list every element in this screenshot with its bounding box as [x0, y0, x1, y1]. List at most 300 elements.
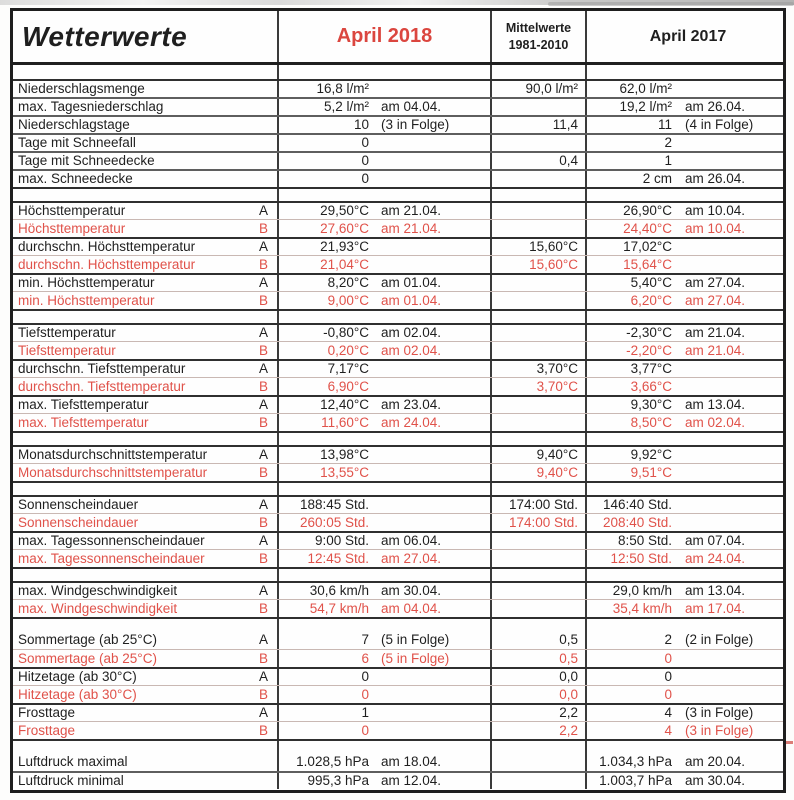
- ab-indicator: B: [258, 514, 268, 530]
- value-april-2018: -0,80°C: [323, 325, 369, 340]
- april-2017-cell: [585, 514, 783, 531]
- date-april-2017: am 26.04.: [685, 171, 746, 186]
- gap-april-2017-cell: [585, 569, 783, 581]
- ab-indicator: B: [258, 414, 268, 430]
- april-2018-cell: [277, 81, 490, 97]
- ab-indicator: B: [258, 464, 268, 480]
- table-row: [13, 201, 783, 219]
- gap-label-cell: [13, 189, 277, 201]
- row-label-cell: [13, 669, 277, 685]
- ab-indicator: B: [258, 650, 268, 666]
- section-gap-row: [13, 481, 783, 495]
- value-april-2018: 0: [361, 153, 369, 168]
- value-april-2017: 146:40 Std.: [602, 497, 672, 512]
- row-label: max. Schneedecke: [18, 171, 133, 186]
- value-mittelwerte: [490, 292, 585, 309]
- value-april-2017: -2,30°C: [626, 325, 672, 340]
- value-april-2017: 3,66°C: [630, 378, 672, 394]
- column-header-april-2017: [585, 11, 786, 62]
- table-row: [13, 133, 783, 151]
- row-label: Sonnenscheindauer: [18, 497, 139, 512]
- row-label: Sonnenscheindauer: [18, 514, 139, 530]
- row-label-cell: [13, 773, 277, 789]
- gap-mittelwerte-cell: [490, 741, 585, 753]
- value-mittelwerte: 174:00 Std.: [490, 497, 585, 513]
- date-april-2018: am 18.04.: [381, 754, 442, 769]
- value-april-2018: 12,40°C: [320, 397, 369, 412]
- value-april-2017: 208:40 Std.: [602, 514, 672, 530]
- ab-indicator: B: [258, 256, 268, 272]
- date-april-2017: am 30.04.: [685, 773, 746, 788]
- ab-indicator: A: [258, 325, 268, 340]
- april-2017-cell: [585, 464, 783, 481]
- value-april-2018: 0: [361, 686, 369, 702]
- table-row: [13, 463, 783, 481]
- ab-indicator: A: [258, 705, 268, 720]
- row-label-cell: [13, 275, 277, 291]
- value-april-2017: 4: [664, 705, 672, 720]
- table-row: [13, 599, 783, 617]
- april-2018-cell: [277, 117, 490, 133]
- april-2017-cell: [585, 220, 783, 237]
- april-2017-cell: [585, 722, 783, 739]
- april-2017-cell: [585, 203, 783, 219]
- ab-indicator: B: [258, 600, 268, 616]
- value-mittelwerte: 0,0: [490, 686, 585, 703]
- table-row: [13, 291, 783, 309]
- value-april-2017: 8,50°C: [630, 414, 672, 430]
- gap-mittelwerte-cell: [490, 569, 585, 581]
- row-label-cell: [13, 514, 277, 531]
- section-gap-row: [13, 431, 783, 445]
- value-april-2018: 1.028,5 hPa: [296, 754, 369, 769]
- table-row: [13, 377, 783, 395]
- table-row: [13, 151, 783, 169]
- value-april-2018: 0: [361, 669, 369, 684]
- gap-april-2018-cell: [277, 741, 490, 753]
- row-label-cell: [13, 99, 277, 115]
- gap-april-2018-cell: [277, 65, 490, 79]
- value-april-2017: 5,40°C: [630, 275, 672, 290]
- column-header-mittelwerte-line1: Mittelwerte: [505, 21, 572, 36]
- gap-label-cell: [13, 311, 277, 323]
- date-april-2017: am 26.04.: [685, 99, 746, 114]
- date-april-2018: am 12.04.: [381, 773, 442, 788]
- value-mittelwerte: [490, 135, 585, 151]
- gap-april-2018-cell: [277, 189, 490, 201]
- weather-table: [10, 8, 786, 793]
- april-2018-cell: [277, 361, 490, 377]
- april-2018-cell: [277, 669, 490, 685]
- row-label: Luftdruck minimal: [18, 773, 124, 788]
- value-april-2018: 16,8 l/m²: [316, 81, 369, 96]
- value-mittelwerte: [490, 325, 585, 341]
- row-label: min. Höchsttemperatur: [18, 275, 155, 290]
- ab-indicator: A: [258, 239, 268, 254]
- ab-indicator: A: [258, 397, 268, 412]
- row-label: Frosttage: [18, 722, 76, 738]
- date-april-2017: am 20.04.: [685, 754, 746, 769]
- april-2017-cell: [585, 99, 783, 115]
- april-2017-cell: [585, 533, 783, 549]
- row-label: Monatsdurchschnittstemperatur: [18, 464, 208, 480]
- value-april-2017: -2,20°C: [626, 342, 672, 358]
- gap-label-cell: [13, 619, 277, 631]
- row-label-cell: [13, 220, 277, 237]
- april-2018-cell: [277, 550, 490, 567]
- value-april-2018: 260:05 Std.: [299, 514, 369, 530]
- column-header-april-2017-text: April 2017: [649, 27, 727, 45]
- row-label: durchschn. Höchsttemperatur: [18, 256, 196, 272]
- row-label-cell: [13, 117, 277, 133]
- ab-indicator: B: [258, 292, 268, 308]
- section-gap-row: [13, 567, 783, 581]
- april-2017-cell: [585, 753, 783, 771]
- gap-mittelwerte-cell: [490, 311, 585, 323]
- value-april-2017: 1.003,7 hPa: [599, 773, 672, 788]
- gap-april-2017-cell: [585, 741, 783, 753]
- row-label: min. Höchsttemperatur: [18, 292, 155, 308]
- ab-indicator: A: [258, 632, 268, 647]
- april-2017-cell: [585, 631, 783, 649]
- row-label: Tage mit Schneefall: [18, 135, 136, 150]
- april-2018-cell: [277, 203, 490, 219]
- gap-april-2017-cell: [585, 65, 783, 79]
- value-mittelwerte: 2,2: [490, 722, 585, 739]
- table-title: [13, 11, 277, 62]
- value-april-2017: 2: [664, 135, 672, 150]
- weather-table-body: [13, 65, 783, 790]
- table-row: [13, 649, 783, 667]
- april-2018-cell: [277, 292, 490, 309]
- value-april-2017: 4: [664, 722, 672, 738]
- gap-april-2017-cell: [585, 483, 783, 495]
- april-2017-cell: [585, 773, 783, 789]
- ab-indicator: B: [258, 220, 268, 236]
- april-2017-cell: [585, 414, 783, 431]
- row-label-cell: [13, 722, 277, 739]
- april-2018-cell: [277, 705, 490, 721]
- date-april-2017: (3 in Folge): [685, 722, 754, 738]
- date-april-2018: am 01.04.: [381, 292, 442, 308]
- table-row: [13, 79, 783, 97]
- value-mittelwerte: [490, 203, 585, 219]
- row-label-cell: [13, 583, 277, 599]
- april-2018-cell: [277, 583, 490, 599]
- ab-indicator: A: [258, 361, 268, 376]
- row-label: max. Tiefsttemperatur: [18, 414, 149, 430]
- row-label-cell: [13, 171, 277, 187]
- row-label: durchschn. Höchsttemperatur: [18, 239, 196, 254]
- table-row: [13, 359, 783, 377]
- date-april-2017: am 10.04.: [685, 220, 746, 236]
- table-row: [13, 685, 783, 703]
- row-label: Hitzetage (ab 30°C): [18, 669, 137, 684]
- ab-indicator: A: [258, 583, 268, 598]
- row-label-cell: [13, 464, 277, 481]
- column-header-mittelwerte-line2: 1981-2010: [508, 37, 569, 52]
- gap-april-2018-cell: [277, 569, 490, 581]
- table-row: [13, 323, 783, 341]
- date-april-2017: am 13.04.: [685, 397, 746, 412]
- value-mittelwerte: [490, 220, 585, 237]
- gap-april-2017-cell: [585, 189, 783, 201]
- value-april-2018: 21,93°C: [320, 239, 369, 254]
- table-row: [13, 273, 783, 291]
- row-label: Niederschlagsmenge: [18, 81, 145, 96]
- ab-indicator: B: [258, 378, 268, 394]
- table-row: [13, 495, 783, 513]
- value-mittelwerte: 3,70°C: [490, 378, 585, 395]
- april-2018-cell: [277, 753, 490, 771]
- value-mittelwerte: [490, 171, 585, 187]
- april-2018-cell: [277, 497, 490, 513]
- table-header-row: [13, 11, 783, 65]
- gap-label-cell: [13, 433, 277, 445]
- date-april-2017: am 27.04.: [685, 292, 746, 308]
- april-2018-cell: [277, 514, 490, 531]
- april-2018-cell: [277, 447, 490, 463]
- row-label: durchschn. Tiefsttemperatur: [18, 361, 186, 376]
- value-april-2017: 2: [664, 632, 672, 647]
- row-label-cell: [13, 292, 277, 309]
- april-2017-cell: [585, 378, 783, 395]
- april-2018-cell: [277, 686, 490, 703]
- april-2018-cell: [277, 631, 490, 649]
- row-label-cell: [13, 753, 277, 771]
- april-2017-cell: [585, 497, 783, 513]
- value-april-2018: 0: [361, 135, 369, 150]
- gap-april-2018-cell: [277, 483, 490, 495]
- value-april-2017: 62,0 l/m²: [619, 81, 672, 96]
- value-mittelwerte: 0,5: [490, 631, 585, 649]
- gap-april-2018-cell: [277, 311, 490, 323]
- row-label-cell: [13, 239, 277, 255]
- value-april-2017: 0: [664, 650, 672, 666]
- april-2017-cell: [585, 135, 783, 151]
- table-row: [13, 219, 783, 237]
- ab-indicator: A: [258, 275, 268, 290]
- april-2018-cell: [277, 99, 490, 115]
- section-gap-row: [13, 187, 783, 201]
- value-april-2018: 7,17°C: [327, 361, 369, 376]
- value-april-2018: 188:45 Std.: [299, 497, 369, 512]
- date-april-2018: am 27.04.: [381, 550, 442, 566]
- value-april-2017: 3,77°C: [630, 361, 672, 376]
- table-row: [13, 771, 783, 789]
- section-gap-row: [13, 617, 783, 631]
- row-label: Sommertage (ab 25°C): [18, 650, 157, 666]
- april-2017-cell: [585, 686, 783, 703]
- april-2018-cell: [277, 275, 490, 291]
- value-april-2017: 1: [664, 153, 672, 168]
- date-april-2017: am 13.04.: [685, 583, 746, 598]
- value-april-2017: 17,02°C: [623, 239, 672, 254]
- row-label: max. Windgeschwindigkeit: [18, 583, 178, 598]
- april-2017-cell: [585, 256, 783, 273]
- value-april-2018: 29,50°C: [320, 203, 369, 218]
- ab-indicator: A: [258, 447, 268, 462]
- gap-mittelwerte-cell: [490, 483, 585, 495]
- april-2017-cell: [585, 117, 783, 133]
- date-april-2018: am 04.04.: [381, 99, 442, 114]
- date-april-2018: (3 in Folge): [381, 117, 450, 132]
- value-mittelwerte: [490, 275, 585, 291]
- value-mittelwerte: 9,40°C: [490, 464, 585, 481]
- row-label-cell: [13, 631, 277, 649]
- table-row: [13, 703, 783, 721]
- april-2017-cell: [585, 153, 783, 169]
- section-gap-row: [13, 65, 783, 79]
- ab-indicator: A: [258, 203, 268, 218]
- april-2018-cell: [277, 239, 490, 255]
- row-label: Frosttage: [18, 705, 76, 720]
- row-label-cell: [13, 378, 277, 395]
- date-april-2018: am 01.04.: [381, 275, 442, 290]
- value-mittelwerte: 0,4: [490, 153, 585, 169]
- april-2017-cell: [585, 292, 783, 309]
- row-label: durchschn. Tiefsttemperatur: [18, 378, 186, 394]
- value-april-2017: 19,2 l/m²: [619, 99, 672, 114]
- value-april-2017: 12:50 Std.: [610, 550, 672, 566]
- gap-april-2018-cell: [277, 433, 490, 445]
- value-mittelwerte: [490, 414, 585, 431]
- row-label-cell: [13, 533, 277, 549]
- value-april-2017: 29,0 km/h: [612, 583, 672, 598]
- april-2018-cell: [277, 533, 490, 549]
- april-2018-cell: [277, 722, 490, 739]
- row-label-cell: [13, 325, 277, 341]
- row-label-cell: [13, 686, 277, 703]
- value-april-2018: 10: [353, 117, 369, 132]
- ab-indicator: B: [258, 342, 268, 358]
- table-row: [13, 445, 783, 463]
- row-label: Niederschlagstage: [18, 117, 130, 132]
- table-row: [13, 169, 783, 187]
- value-mittelwerte: [490, 773, 585, 789]
- value-mittelwerte: 174:00 Std.: [490, 514, 585, 531]
- date-april-2018: am 23.04.: [381, 397, 442, 412]
- table-row: [13, 413, 783, 431]
- april-2018-cell: [277, 220, 490, 237]
- date-april-2017: am 17.04.: [685, 600, 746, 616]
- value-april-2018: 11,60°C: [321, 414, 369, 430]
- value-mittelwerte: [490, 342, 585, 359]
- value-mittelwerte: 11,4: [490, 117, 585, 133]
- gap-april-2018-cell: [277, 619, 490, 631]
- table-row: [13, 581, 783, 599]
- table-row: [13, 341, 783, 359]
- april-2017-cell: [585, 650, 783, 667]
- value-april-2018: 0: [361, 171, 369, 186]
- date-april-2017: am 21.04.: [685, 342, 746, 358]
- april-2017-cell: [585, 342, 783, 359]
- april-2018-cell: [277, 397, 490, 413]
- value-april-2017: 15,64°C: [623, 256, 672, 272]
- gap-mittelwerte-cell: [490, 433, 585, 445]
- table-row: [13, 721, 783, 739]
- april-2017-cell: [585, 361, 783, 377]
- value-april-2017: 9,30°C: [630, 397, 672, 412]
- april-2018-cell: [277, 153, 490, 169]
- row-label: max. Tiefsttemperatur: [18, 397, 149, 412]
- table-row: [13, 237, 783, 255]
- date-april-2017: am 27.04.: [685, 275, 746, 290]
- ab-indicator: A: [258, 533, 268, 548]
- april-2017-cell: [585, 550, 783, 567]
- value-mittelwerte: [490, 550, 585, 567]
- value-mittelwerte: 15,60°C: [490, 256, 585, 273]
- table-row: [13, 531, 783, 549]
- date-april-2018: am 21.04.: [381, 220, 442, 236]
- gap-april-2017-cell: [585, 619, 783, 631]
- row-label: Tage mit Schneedecke: [18, 153, 155, 168]
- date-april-2017: (2 in Folge): [685, 632, 754, 647]
- april-2017-cell: [585, 397, 783, 413]
- value-april-2018: 0,20°C: [327, 342, 369, 358]
- gap-mittelwerte-cell: [490, 65, 585, 79]
- scan-artifact-top-right: [548, 2, 794, 6]
- row-label: Höchsttemperatur: [18, 203, 126, 218]
- gap-label-cell: [13, 65, 277, 79]
- april-2017-cell: [585, 583, 783, 599]
- date-april-2017: am 10.04.: [685, 203, 746, 218]
- value-april-2017: 26,90°C: [623, 203, 672, 218]
- row-label: max. Tagessonnenscheindauer: [18, 550, 205, 566]
- gap-april-2017-cell: [585, 433, 783, 445]
- value-mittelwerte: 3,70°C: [490, 361, 585, 377]
- gap-label-cell: [13, 741, 277, 753]
- section-gap-row: [13, 309, 783, 323]
- gap-mittelwerte-cell: [490, 189, 585, 201]
- ab-indicator: A: [258, 669, 268, 684]
- value-april-2018: 8,20°C: [327, 275, 369, 290]
- date-april-2018: am 30.04.: [381, 583, 442, 598]
- row-label-cell: [13, 414, 277, 431]
- april-2017-cell: [585, 325, 783, 341]
- gap-label-cell: [13, 483, 277, 495]
- value-april-2017: 1.034,3 hPa: [599, 754, 672, 769]
- row-label-cell: [13, 256, 277, 273]
- date-april-2017: am 24.04.: [685, 550, 746, 566]
- value-april-2017: 9,92°C: [630, 447, 672, 462]
- ab-indicator: B: [258, 686, 268, 702]
- value-april-2018: 30,6 km/h: [309, 583, 369, 598]
- section-gap-row: [13, 739, 783, 753]
- row-label-cell: [13, 600, 277, 617]
- date-april-2018: am 21.04.: [381, 203, 442, 218]
- value-mittelwerte: [490, 99, 585, 115]
- date-april-2017: (4 in Folge): [685, 117, 754, 132]
- april-2017-cell: [585, 239, 783, 255]
- april-2017-cell: [585, 600, 783, 617]
- april-2018-cell: [277, 325, 490, 341]
- row-label: Höchsttemperatur: [18, 220, 126, 236]
- value-april-2017: 11: [657, 117, 672, 132]
- date-april-2018: am 04.04.: [381, 600, 442, 616]
- value-april-2017: 9,51°C: [630, 464, 672, 480]
- ab-indicator: B: [258, 722, 268, 738]
- april-2017-cell: [585, 81, 783, 97]
- value-mittelwerte: 90,0 l/m²: [490, 81, 585, 97]
- april-2017-cell: [585, 705, 783, 721]
- value-april-2018: 1: [361, 705, 369, 720]
- value-april-2018: 21,04°C: [320, 256, 369, 272]
- april-2018-cell: [277, 773, 490, 789]
- row-label: max. Tagessonnenscheindauer: [18, 533, 205, 548]
- value-april-2017: 2 cm: [642, 171, 672, 186]
- value-april-2018: 9,00°C: [327, 292, 369, 308]
